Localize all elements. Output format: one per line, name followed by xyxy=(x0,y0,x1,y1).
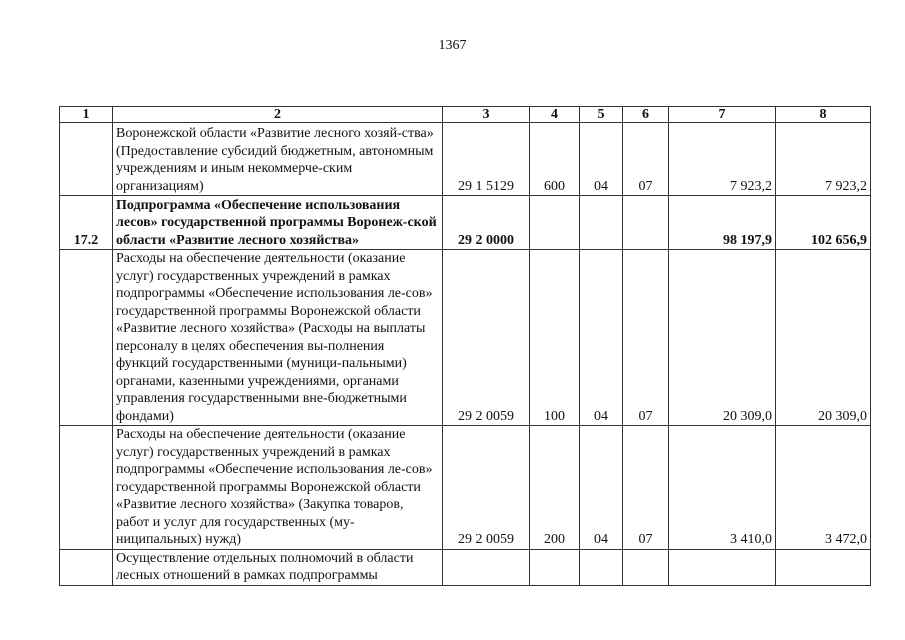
row-number-cell xyxy=(60,549,113,585)
subsection-cell: 07 xyxy=(623,123,669,196)
expense-type-cell: 200 xyxy=(530,426,580,550)
description-cell: Воронежской области «Развитие лесного хозяй-ства» (Предоставление субсидий бюджетным, автономным учреждениям и иным некоммерче-ским организациям) xyxy=(113,123,443,196)
code-cell: 29 2 0059 xyxy=(443,426,530,550)
description-cell: Подпрограмма «Обеспечение использования лесов» государственной программы Воронеж-ской области «Развитие лесного хозяйства» xyxy=(113,196,443,250)
table-row xyxy=(60,426,871,550)
table-row xyxy=(60,196,871,250)
page-number: 1367 xyxy=(438,38,467,53)
header-cell: 2 xyxy=(113,107,443,123)
subsection-cell xyxy=(623,196,669,250)
table-row xyxy=(60,250,871,426)
expense-type-cell xyxy=(530,196,580,250)
section-cell xyxy=(580,196,623,250)
code-cell: 29 2 0059 xyxy=(443,250,530,426)
expense-type-cell: 100 xyxy=(530,250,580,426)
amount-cell: 3 410,0 xyxy=(669,426,776,550)
section-cell: 04 xyxy=(580,426,623,550)
row-number-cell xyxy=(60,426,113,550)
header-cell: 3 xyxy=(443,107,530,123)
section-cell: 04 xyxy=(580,250,623,426)
amount-cell: 7 923,2 xyxy=(776,123,871,196)
description-cell: Осуществление отдельных полномочий в области лесных отношений в рамках подпрограммы xyxy=(113,549,443,585)
header-cell: 5 xyxy=(580,107,623,123)
amount-cell: 20 309,0 xyxy=(776,250,871,426)
section-cell: 04 xyxy=(580,123,623,196)
amount-cell: 7 923,2 xyxy=(669,123,776,196)
expense-type-cell xyxy=(530,549,580,585)
subsection-cell: 07 xyxy=(623,426,669,550)
expense-type-cell: 600 xyxy=(530,123,580,196)
header-cell: 6 xyxy=(623,107,669,123)
description-cell: Расходы на обеспечение деятельности (оказание услуг) государственных учреждений в рамках подпрограммы «Обеспечение использования ле-сов» государственной программы Воронежской области «Развитие лесного хозяйства» (Расходы на выплаты персоналу в целях обеспечения вы-полнения функций государственными (муници-пальными) органами, казенными учреждениями, органами управления государственными вне-бюджетными фондами) xyxy=(113,250,443,426)
table-header-row xyxy=(60,107,871,123)
amount-cell xyxy=(669,549,776,585)
amount-cell: 102 656,9 xyxy=(776,196,871,250)
section-cell xyxy=(580,549,623,585)
amount-cell: 98 197,9 xyxy=(669,196,776,250)
table-row xyxy=(60,549,871,585)
amount-cell xyxy=(776,549,871,585)
row-number-cell: 17.2 xyxy=(60,196,113,250)
amount-cell: 3 472,0 xyxy=(776,426,871,550)
code-cell: 29 1 5129 xyxy=(443,123,530,196)
row-number-cell xyxy=(60,250,113,426)
header-cell: 7 xyxy=(669,107,776,123)
budget-table xyxy=(59,106,871,586)
header-cell: 1 xyxy=(60,107,113,123)
amount-cell: 20 309,0 xyxy=(669,250,776,426)
header-cell: 8 xyxy=(776,107,871,123)
subsection-cell xyxy=(623,549,669,585)
subsection-cell: 07 xyxy=(623,250,669,426)
header-cell: 4 xyxy=(530,107,580,123)
description-cell: Расходы на обеспечение деятельности (оказание услуг) государственных учреждений в рамках подпрограммы «Обеспечение использования ле-сов» государственной программы Воронежской области «Развитие лесного хозяйства» (Закупка товаров, работ и услуг для государственных (му-ниципальных) нужд) xyxy=(113,426,443,550)
code-cell: 29 2 0000 xyxy=(443,196,530,250)
table-row xyxy=(60,123,871,196)
row-number-cell xyxy=(60,123,113,196)
code-cell xyxy=(443,549,530,585)
